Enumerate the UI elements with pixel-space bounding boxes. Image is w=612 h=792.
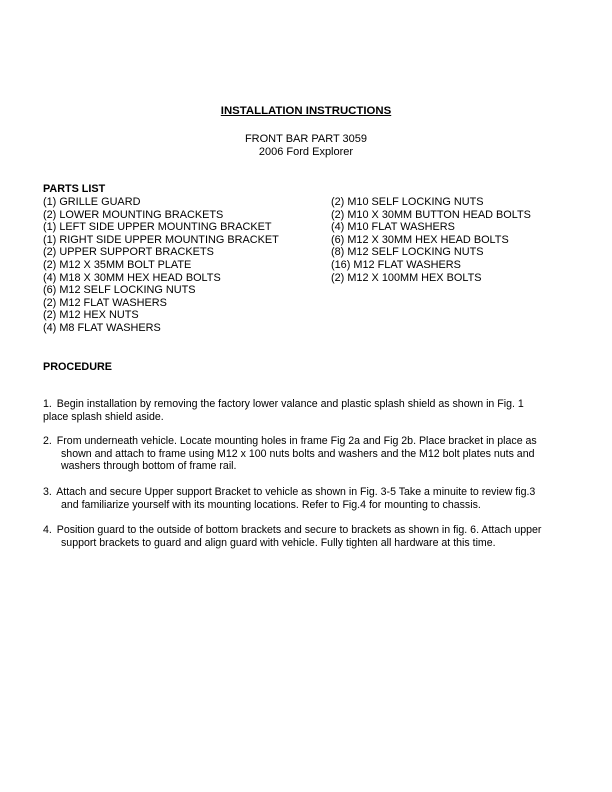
parts-list-left-column	[43, 196, 279, 335]
step-number: 4.	[43, 524, 52, 536]
parts-list-item: (8) M12 SELF LOCKING NUTS	[331, 246, 484, 259]
parts-list-item: (1) RIGHT SIDE UPPER MOUNTING BRACKET	[43, 233, 279, 246]
parts-list-right-column	[331, 196, 531, 284]
subtitle-block	[0, 133, 612, 159]
parts-list-item: (2) M12 FLAT WASHERS	[43, 296, 167, 309]
parts-list-item: (4) M18 X 30MM HEX HEAD BOLTS	[43, 271, 221, 284]
step-text-line: From underneath vehicle. Locate mounting holes in frame Fig 2a and Fig 2b. Place bracket in place as	[56, 435, 537, 447]
parts-list-item: (2) UPPER SUPPORT BRACKETS	[43, 246, 214, 259]
vehicle-line: 2006 Ford Explorer	[258, 146, 354, 158]
parts-list-heading: PARTS LIST	[43, 183, 106, 195]
step-number: 3.	[43, 486, 52, 498]
parts-list-item: (1) LEFT SIDE UPPER MOUNTING BRACKET	[43, 221, 272, 234]
parts-list-item: (2) M12 X 35MM BOLT PLATE	[43, 258, 192, 271]
parts-list-item: (2) M12 HEX NUTS	[43, 309, 139, 322]
step-text-continuation: place splash shield aside.	[43, 410, 164, 423]
procedure-step-1	[43, 398, 573, 423]
step-text-continuation: and familiarize yourself with its mounting locations. Refer to Fig.4 for mounting to chassis.	[61, 498, 481, 511]
step-number: 2.	[43, 435, 52, 447]
parts-list-item: (2) M10 SELF LOCKING NUTS	[331, 196, 484, 208]
procedure-step-3	[43, 486, 573, 511]
step-text-line: Position guard to the outside of bottom brackets and secure to brackets as shown in fig. 6. Attach upper	[56, 524, 542, 536]
parts-list-item: (6) M12 SELF LOCKING NUTS	[43, 284, 196, 297]
parts-list-item: (4) M10 FLAT WASHERS	[331, 221, 455, 234]
step-text-continuation: shown and attach to frame using M12 x 100 nuts bolts and washers and the M12 bolt plates nuts and washers through bottom of frame rail.	[61, 447, 535, 473]
parts-list-item: (16) M12 FLAT WASHERS	[331, 258, 461, 271]
procedure-step-2	[43, 435, 573, 473]
parts-list-item: (6) M12 X 30MM HEX HEAD BOLTS	[331, 233, 509, 246]
parts-list-item: (2) M10 X 30MM BUTTON HEAD BOLTS	[331, 208, 531, 221]
parts-list-item: (1) GRILLE GUARD	[43, 196, 141, 208]
parts-list-item: (2) M12 X 100MM HEX BOLTS	[331, 271, 482, 284]
step-text-continuation: support brackets to guard and align guard with vehicle. Fully tighten all hardware at this time.	[61, 536, 496, 549]
part-number-line: FRONT BAR PART 3059	[244, 133, 368, 145]
step-text-line: Attach and secure Upper support Bracket to vehicle as shown in Fig. 3-5 Take a minuite to review fig.3	[56, 486, 536, 498]
procedure-heading: PROCEDURE	[43, 361, 112, 373]
procedure-step-4	[43, 524, 573, 549]
parts-list-item: (4) M8 FLAT WASHERS	[43, 321, 161, 334]
step-number: 1.	[43, 398, 52, 410]
step-text-line: Begin installation by removing the factory lower valance and plastic splash shield as shown in Fig. 1	[56, 398, 524, 410]
parts-list-item: (2) LOWER MOUNTING BRACKETS	[43, 208, 224, 221]
page-title: INSTALLATION INSTRUCTIONS	[220, 105, 392, 117]
